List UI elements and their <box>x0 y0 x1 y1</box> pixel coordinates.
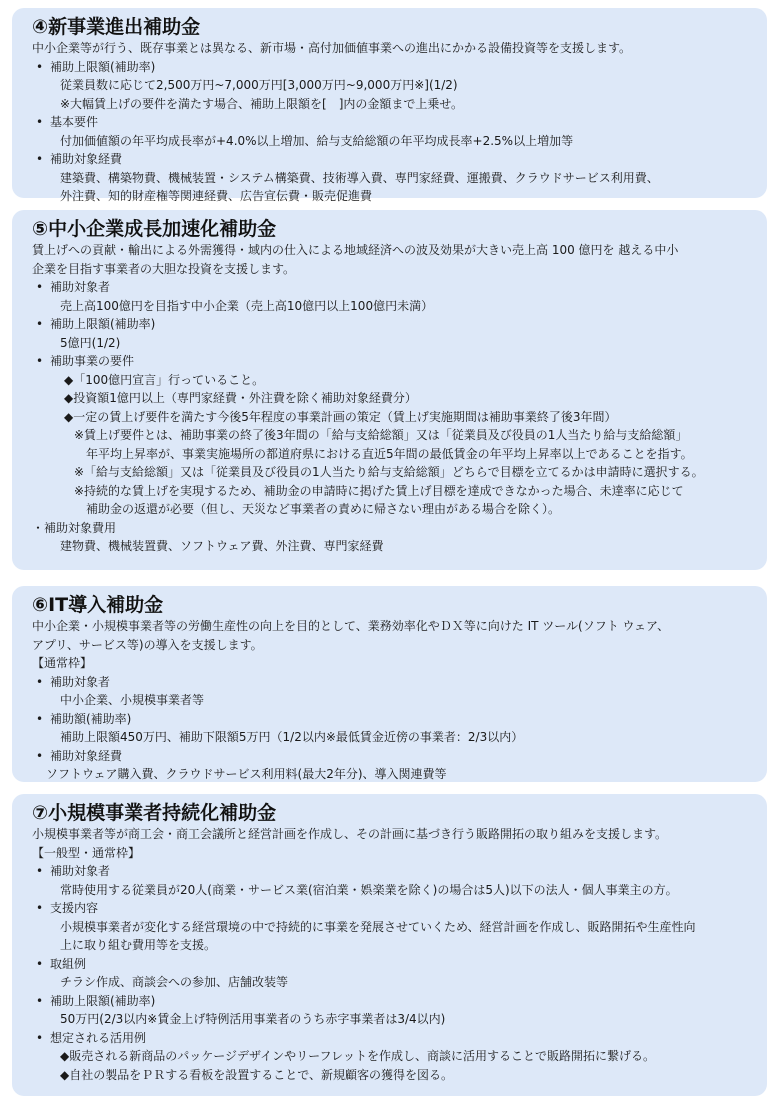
section-card-6 <box>12 586 767 782</box>
bullet-detail: 小規模事業者が変化する経営環境の中で持続的に事業を発展させていくため、経営計画を作成し、販路開拓や生産性向 <box>60 919 696 934</box>
bullet-label: • 補助事業の要件 <box>32 352 757 371</box>
bullet-label: ・補助対象費用 <box>32 520 117 535</box>
section-intro: 中小企業・小規模事業者等の労働生産性の向上を目的として、業務効率化やＤＸ等に向けた IT ツール(ソフト ウェア、 <box>32 619 670 633</box>
section-card-7 <box>12 794 767 1096</box>
bullet-detail: 5億円(1/2) <box>60 335 121 350</box>
requirement-item: ◆「100億円宣言」行っていること。 <box>64 372 265 387</box>
requirement-note: ※賃上げ要件とは、補助事業の終了後3年間の「給与支給総額」又は「従業員及び役員の1人当たり給与支給総額」 <box>74 428 688 442</box>
bullet-label: • 補助上限額(補助率) <box>32 992 757 1011</box>
section-intro: 小規模事業者等が商工会・商工会議所と経営計画を作成し、その計画に基づき行う販路開拓の取り組みを支援します。 <box>32 827 668 841</box>
section-title: ⑥IT導入補助金 <box>32 594 164 616</box>
section-title: ⑦小規模事業者持続化補助金 <box>32 802 277 824</box>
bullet-detail: 外注費、知的財産権等関連経費、広告宣伝費・販売促進費 <box>60 189 373 203</box>
section-card-5 <box>12 210 767 570</box>
bullet-label: • 補助上限額(補助率) <box>32 58 757 77</box>
bullet-detail: 補助上限額450万円、補助下限額5万円（1/2以内※最低賃金近傍の事業者：2/3以内） <box>60 730 524 744</box>
section-intro: 企業を目指す事業者の大胆な投資を支援します。 <box>32 261 296 276</box>
section-card-4 <box>12 8 767 203</box>
bullet-label: • 取組例 <box>32 955 757 974</box>
bullet-detail: チラシ作成、商談会への参加、店舗改装等 <box>60 975 289 989</box>
bullet-detail: 常時使用する従業員が20人(商業・サービス業(宿泊業・娯楽業を除く)の場合は5人)以下の法人・個人事業主の方。 <box>60 882 678 897</box>
bullet-detail: 50万円(2/3以内※賃金上げ特例活用事業者のうち赤字事業者は3/4以内) <box>60 1012 446 1026</box>
bullet-detail: 上に取り組む費用等を支援。 <box>60 938 217 952</box>
bullet-detail: 付加価値額の年平均成長率が+4.0%以上増加、給与支給総額の年平均成長率+2.5%以上増加等 <box>60 133 574 148</box>
requirement-note: 年平均上昇率が、事業実施場所の都道府県における直近5年間の最低賃金の年平均上昇率以上であることを指す。 <box>86 446 693 461</box>
bullet-label: • 支援内容 <box>32 899 757 918</box>
bullet-detail: 建築費、構築物費、機械装置・システム構築費、技術導入費、専門家経費、運搬費、クラウドサービス利用費、 <box>60 170 659 185</box>
bullet-label: • 基本要件 <box>32 113 757 132</box>
bullet-detail: 中小企業、小規模事業者等 <box>60 693 205 707</box>
bullet-label: • 補助額(補助率) <box>32 710 757 729</box>
frame-label: 【一般型・通常枠】 <box>32 845 141 860</box>
requirement-note: ※「給与支給総額」又は「従業員及び役員の1人当たり給与支給総額」どちらで目標を立てるかは申請時に選択する。 <box>74 465 704 479</box>
frame-label: 【通常枠】 <box>32 656 93 670</box>
requirement-note: ※持続的な賃上げを実現するため、補助金の申請時に掲げた賃上げ目標を達成できなかった場合、未達率に応じて <box>74 483 684 498</box>
bullet-label: • 補助対象経費 <box>32 150 757 169</box>
section-intro: 賃上げへの貢献・輸出による外需獲得・域内の仕入による地域経済への波及効果が大きい売上高 100 億円を 越える中小 <box>32 243 679 257</box>
section-title: ④新事業進出補助金 <box>32 16 201 38</box>
bullet-label: • 補助対象者 <box>32 862 757 881</box>
section-intro: アプリ、サービス等)の導入を支援します。 <box>32 637 263 652</box>
bullet-label: • 補助対象経費 <box>32 747 757 766</box>
bullet-detail: 売上高100億円を目指す中小企業（売上高10億円以上100億円未満） <box>60 298 434 313</box>
bullet-detail: 従業員数に応じて2,500万円~7,000万円[3,000万円~9,000万円※](1/2) <box>60 78 458 92</box>
example-item: ◆販売される新商品のパッケージデザインやリーフレットを作成し、商談に活用することで販路開拓に繋げる。 <box>60 1049 655 1063</box>
section-intro: 中小企業等が行う、既存事業とは異なる、新市場・高付加価値事業への進出にかかる設備投資等を支援します。 <box>32 41 632 55</box>
bullet-label: • 補助上限額(補助率) <box>32 315 757 334</box>
bullet-note: ※大幅賃上げの要件を満たす場合、補助上限額を[ ]内の金額まで上乗せ。 <box>60 96 464 111</box>
requirement-note: 補助金の返還が必要（但し、天災など事業者の責めに帰さない理由がある場合を除く）。 <box>86 502 561 516</box>
bullet-detail: 建物費、機械装置費、ソフトウェア費、外注費、専門家経費 <box>60 539 384 553</box>
bullet-detail: ソフトウェア購入費、クラウドサービス利用料(最大2年分)、導入関連費等 <box>46 767 447 781</box>
requirement-item: ◆投資額1億円以上（専門家経費・外注費を除く補助対象経費分） <box>64 391 417 405</box>
bullet-label: • 補助対象者 <box>32 278 757 297</box>
example-item: ◆自社の製品をＰＲする看板を設置することで、新規顧客の獲得を図る。 <box>60 1067 453 1082</box>
bullet-label: • 想定される活用例 <box>32 1029 757 1048</box>
section-title: ⑤中小企業成長加速化補助金 <box>32 218 277 240</box>
requirement-item: ◆一定の賃上げ要件を満たす今後5年程度の事業計画の策定（賃上げ実施期間は補助事業終了後3年間） <box>64 409 617 424</box>
bullet-label: • 補助対象者 <box>32 673 757 692</box>
